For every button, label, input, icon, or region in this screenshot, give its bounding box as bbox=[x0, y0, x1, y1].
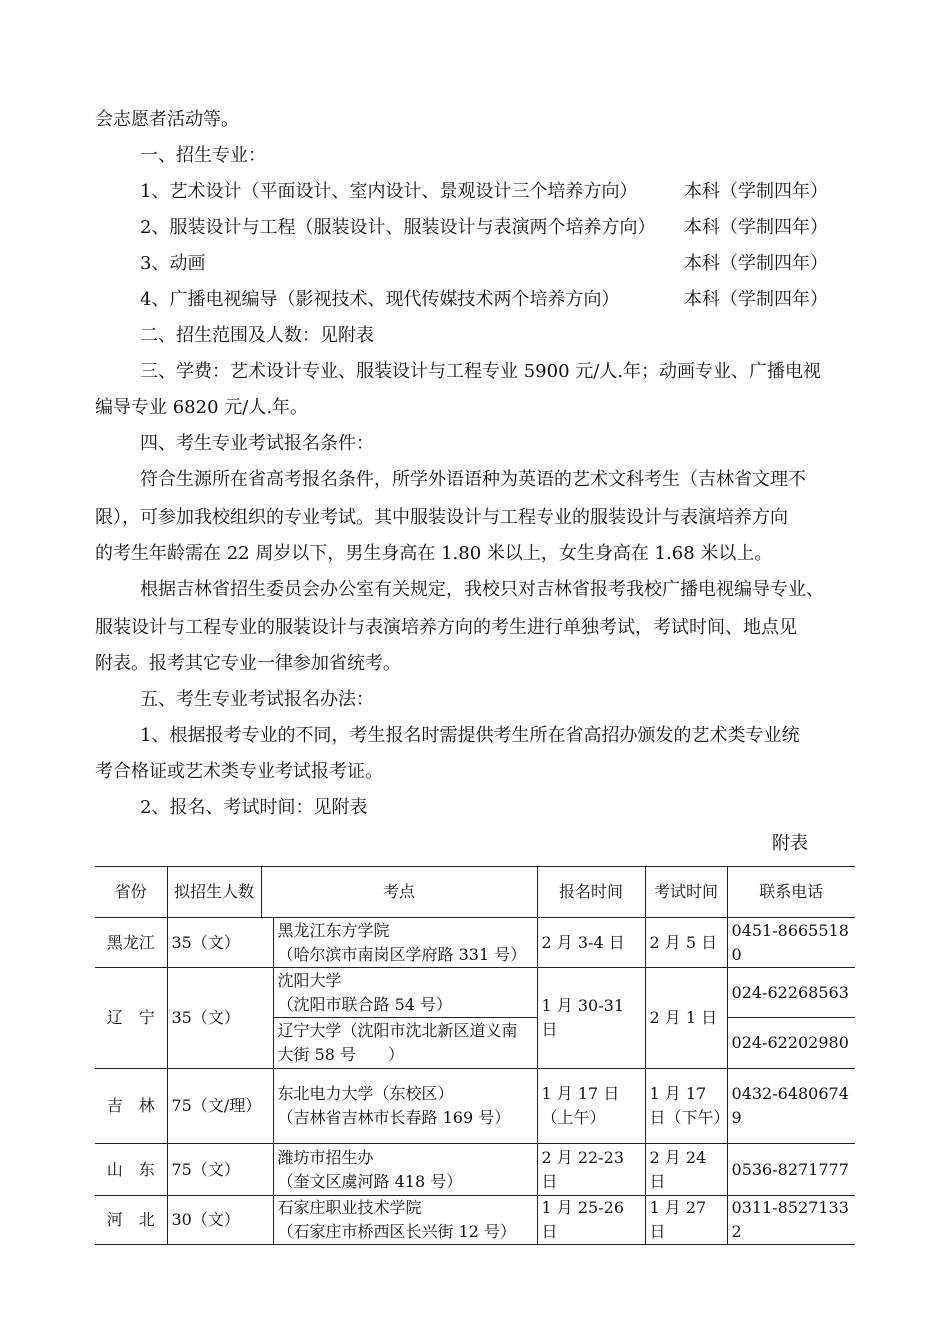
cell-registration-time: 1 月 30-31 日 bbox=[537, 968, 645, 1069]
paragraph-line: 编导专业 6820 元/人.年。 bbox=[95, 397, 309, 418]
table-row bbox=[95, 1144, 855, 1196]
major-degree: 本科（学制四年） bbox=[684, 289, 828, 310]
header-registration-time: 报名时间 bbox=[537, 867, 645, 918]
header-quota: 拟招生人数 bbox=[167, 867, 261, 918]
cell-registration-time: 2 月 3-4 日 bbox=[537, 918, 645, 968]
cell-exam-time: 2 月 1 日 bbox=[645, 968, 727, 1069]
cell-venue bbox=[273, 918, 537, 968]
table-row bbox=[95, 1196, 855, 1245]
cell-exam-time: 1 月 17 日（下午） bbox=[645, 1069, 727, 1144]
cell-phone: 024-62202980 bbox=[727, 1018, 855, 1069]
cell-venue: 辽宁大学（沈阳市沈北新区道义南大街 58 号 ） bbox=[273, 1018, 537, 1069]
section-heading-registration: 五、考生专业考试报名办法： bbox=[140, 689, 374, 710]
cell-province: 黑龙江 bbox=[95, 918, 167, 968]
venue-address: （石家庄市桥西区长兴街 12 号） bbox=[277, 1222, 517, 1241]
paragraph-line: 附表。报考其它专业一律参加省统考。 bbox=[95, 653, 401, 674]
cell-phone: 0311-85271332 bbox=[727, 1196, 855, 1245]
table-row bbox=[95, 968, 855, 1018]
cell-quota: 30（文） bbox=[167, 1196, 273, 1245]
paragraph-line: 1、根据报考专业的不同，考生报名时需提供考生所在省高招办颁发的艺术类专业统 bbox=[140, 725, 800, 746]
major-degree: 本科（学制四年） bbox=[684, 217, 828, 238]
major-degree: 本科（学制四年） bbox=[684, 181, 828, 202]
cell-venue bbox=[273, 1144, 537, 1196]
section-heading-scope: 二、招生范围及人数：见附表 bbox=[140, 325, 374, 346]
header-venue: 考点 bbox=[261, 867, 537, 918]
cell-exam-time: 2 月 24 日 bbox=[645, 1144, 727, 1196]
cell-venue bbox=[273, 1069, 537, 1144]
venue-name: 东北电力大学（东校区） bbox=[277, 1084, 454, 1103]
cell-quota: 75（文） bbox=[167, 1144, 273, 1196]
cell-registration-time: 1 月 25-26 日 bbox=[537, 1196, 645, 1245]
paragraph-line: 的考生年龄需在 22 周岁以下，男生身高在 1.80 米以上，女生身高在 1.68 米以上。 bbox=[95, 543, 773, 564]
header-exam-time: 考试时间 bbox=[645, 867, 727, 918]
venue-name: 黑龙江东方学院 bbox=[277, 920, 390, 940]
major-item-fashion: 2、服装设计与工程（服装设计、服装设计与表演两个培养方向） bbox=[140, 217, 656, 238]
venue-address: （吉林省吉林市长春路 169 号） bbox=[277, 1108, 511, 1127]
header-province: 省份 bbox=[95, 867, 167, 918]
cell-phone: 0432-64806749 bbox=[727, 1069, 855, 1144]
major-item-animation: 3、动画 bbox=[140, 253, 206, 274]
major-degree: 本科（学制四年） bbox=[684, 253, 828, 274]
paragraph-line: 2、报名、考试时间：见附表 bbox=[140, 797, 368, 818]
cell-phone: 024-62268563 bbox=[727, 968, 855, 1018]
paragraph-line: 考合格证或艺术类专业考试报考证。 bbox=[95, 761, 383, 782]
venue-name: 潍坊市招生办 bbox=[277, 1147, 374, 1167]
cell-province: 辽 宁 bbox=[95, 968, 167, 1069]
cell-registration-time: 2 月 22-23 日 bbox=[537, 1144, 645, 1196]
paragraph-line: 服装设计与工程专业的服装设计与表演培养方向的考生进行单独考试，考试时间、地点见 bbox=[95, 617, 797, 638]
paragraph-line: 根据吉林省招生委员会办公室有关规定，我校只对吉林省报考我校广播电视编导专业、 bbox=[140, 579, 824, 600]
table-header-row bbox=[95, 867, 855, 918]
cell-venue bbox=[273, 968, 537, 1018]
cell-province: 河 北 bbox=[95, 1196, 167, 1245]
table-caption: 附表 bbox=[772, 833, 808, 854]
cell-province: 吉 林 bbox=[95, 1069, 167, 1144]
venue-address: （沈阳市联合路 54 号） bbox=[277, 994, 453, 1014]
cell-phone: 0451-86655180 bbox=[727, 918, 855, 968]
paragraph-line: 符合生源所在省高考报名条件，所学外语语种为英语的艺术文科考生（吉林省文理不 bbox=[140, 469, 806, 490]
header-phone: 联系电话 bbox=[727, 867, 855, 918]
section-heading-conditions: 四、考生专业考试报名条件： bbox=[140, 433, 374, 454]
cell-quota: 35（文） bbox=[167, 968, 273, 1069]
major-item-broadcast: 4、广播电视编导（影视技术、现代传媒技术两个培养方向） bbox=[140, 289, 620, 310]
cell-province: 山 东 bbox=[95, 1144, 167, 1196]
cell-venue bbox=[273, 1196, 537, 1245]
venue-address: （哈尔滨市南岗区学府路 331 号） bbox=[277, 944, 527, 964]
cell-quota: 75（文/理） bbox=[167, 1069, 273, 1144]
paragraph-line: 限），可参加我校组织的专业考试。其中服装设计与工程专业的服装设计与表演培养方向 bbox=[95, 507, 788, 528]
cell-quota: 35（文） bbox=[167, 918, 273, 968]
exam-schedule-table bbox=[95, 866, 855, 1245]
venue-name: 石家庄职业技术学院 bbox=[277, 1198, 422, 1217]
section-heading-majors: 一、招生专业： bbox=[140, 145, 266, 166]
cell-registration-time: 1 月 17 日（上午） bbox=[537, 1069, 645, 1144]
section-heading-tuition: 三、学费：艺术设计专业、服装设计与工程专业 5900 元/人.年；动画专业、广播电视 bbox=[140, 361, 822, 382]
cell-exam-time: 1 月 27 日 bbox=[645, 1196, 727, 1245]
paragraph-line: 会志愿者活动等。 bbox=[95, 109, 239, 130]
major-item-art-design: 1、艺术设计（平面设计、室内设计、景观设计三个培养方向） bbox=[140, 181, 638, 202]
venue-name: 沈阳大学 bbox=[277, 970, 342, 990]
table-row bbox=[95, 918, 855, 968]
table-row bbox=[95, 1069, 855, 1144]
cell-exam-time: 2 月 5 日 bbox=[645, 918, 727, 968]
venue-address: （奎文区虞河路 418 号） bbox=[277, 1171, 463, 1191]
cell-phone: 0536-8271777 bbox=[727, 1144, 855, 1196]
